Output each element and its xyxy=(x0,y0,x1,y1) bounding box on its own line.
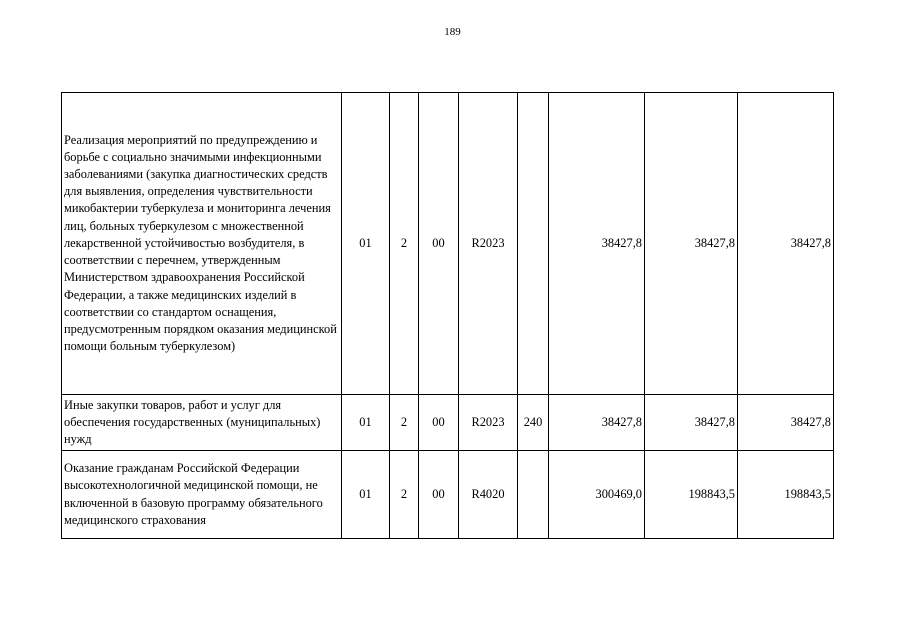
page-number: 189 xyxy=(444,26,461,38)
direction-code-cell: R2023 xyxy=(459,93,518,395)
row-name-text: Оказание гражданам Российской Федерации высокотехнологичной медицинской помощи, не включенной в базовую программу обязательного медицинского страхования xyxy=(64,461,323,527)
main-event-code-cell: 00 xyxy=(419,395,459,451)
subprogram-code-cell: 2 xyxy=(390,451,419,539)
amount-year-1-cell: 300469,0 xyxy=(549,451,645,539)
program-code-cell: 01 xyxy=(342,395,390,451)
amount-year-3-cell: 38427,8 xyxy=(738,93,834,395)
direction-code-cell: R4020 xyxy=(459,451,518,539)
main-event-code-cell: 00 xyxy=(419,93,459,395)
expense-type-cell: 240 xyxy=(518,395,549,451)
subprogram-code-cell: 2 xyxy=(390,395,419,451)
main-event-code-cell: 00 xyxy=(419,451,459,539)
row-name-text: Иные закупки товаров, работ и услуг для обеспечения государственных (муниципальных) нужд xyxy=(64,397,321,447)
row-name-cell xyxy=(62,395,342,451)
amount-year-1-cell: 38427,8 xyxy=(549,93,645,395)
amount-year-2-cell: 198843,5 xyxy=(645,451,738,539)
table-row xyxy=(62,395,834,451)
expense-type-cell xyxy=(518,451,549,539)
amount-year-1-cell: 38427,8 xyxy=(549,395,645,451)
table-row xyxy=(62,451,834,539)
program-code-cell: 01 xyxy=(342,93,390,395)
amount-year-2-cell: 38427,8 xyxy=(645,395,738,451)
budget-table xyxy=(61,92,834,539)
direction-code-cell: R2023 xyxy=(459,395,518,451)
expense-type-cell xyxy=(518,93,549,395)
amount-year-3-cell: 198843,5 xyxy=(738,451,834,539)
row-name-cell xyxy=(62,93,342,395)
table-row xyxy=(62,93,834,395)
amount-year-2-cell: 38427,8 xyxy=(645,93,738,395)
subprogram-code-cell: 2 xyxy=(390,93,419,395)
amount-year-3-cell: 38427,8 xyxy=(738,395,834,451)
row-name-text: Реализация мероприятий по предупреждению и борьбе с социально значимыми инфекционными заболеваниями (закупка диагностических средств для выявления, определения чувствительности микобактерии туберкулеза и мониторинга лечения лиц, больных туберкулезом с множественной лекарственной устойчивостью возбудителя, в соответствии с перечнем, утвержденным Министерством здравоохранения Российской Федерации, а также медицинских изделий в соответствии со стандартом оснащения, предусмотренным порядком оказания медицинской помощи больным туберкулезом) xyxy=(64,132,337,354)
row-name-cell xyxy=(62,451,342,539)
program-code-cell: 01 xyxy=(342,451,390,539)
